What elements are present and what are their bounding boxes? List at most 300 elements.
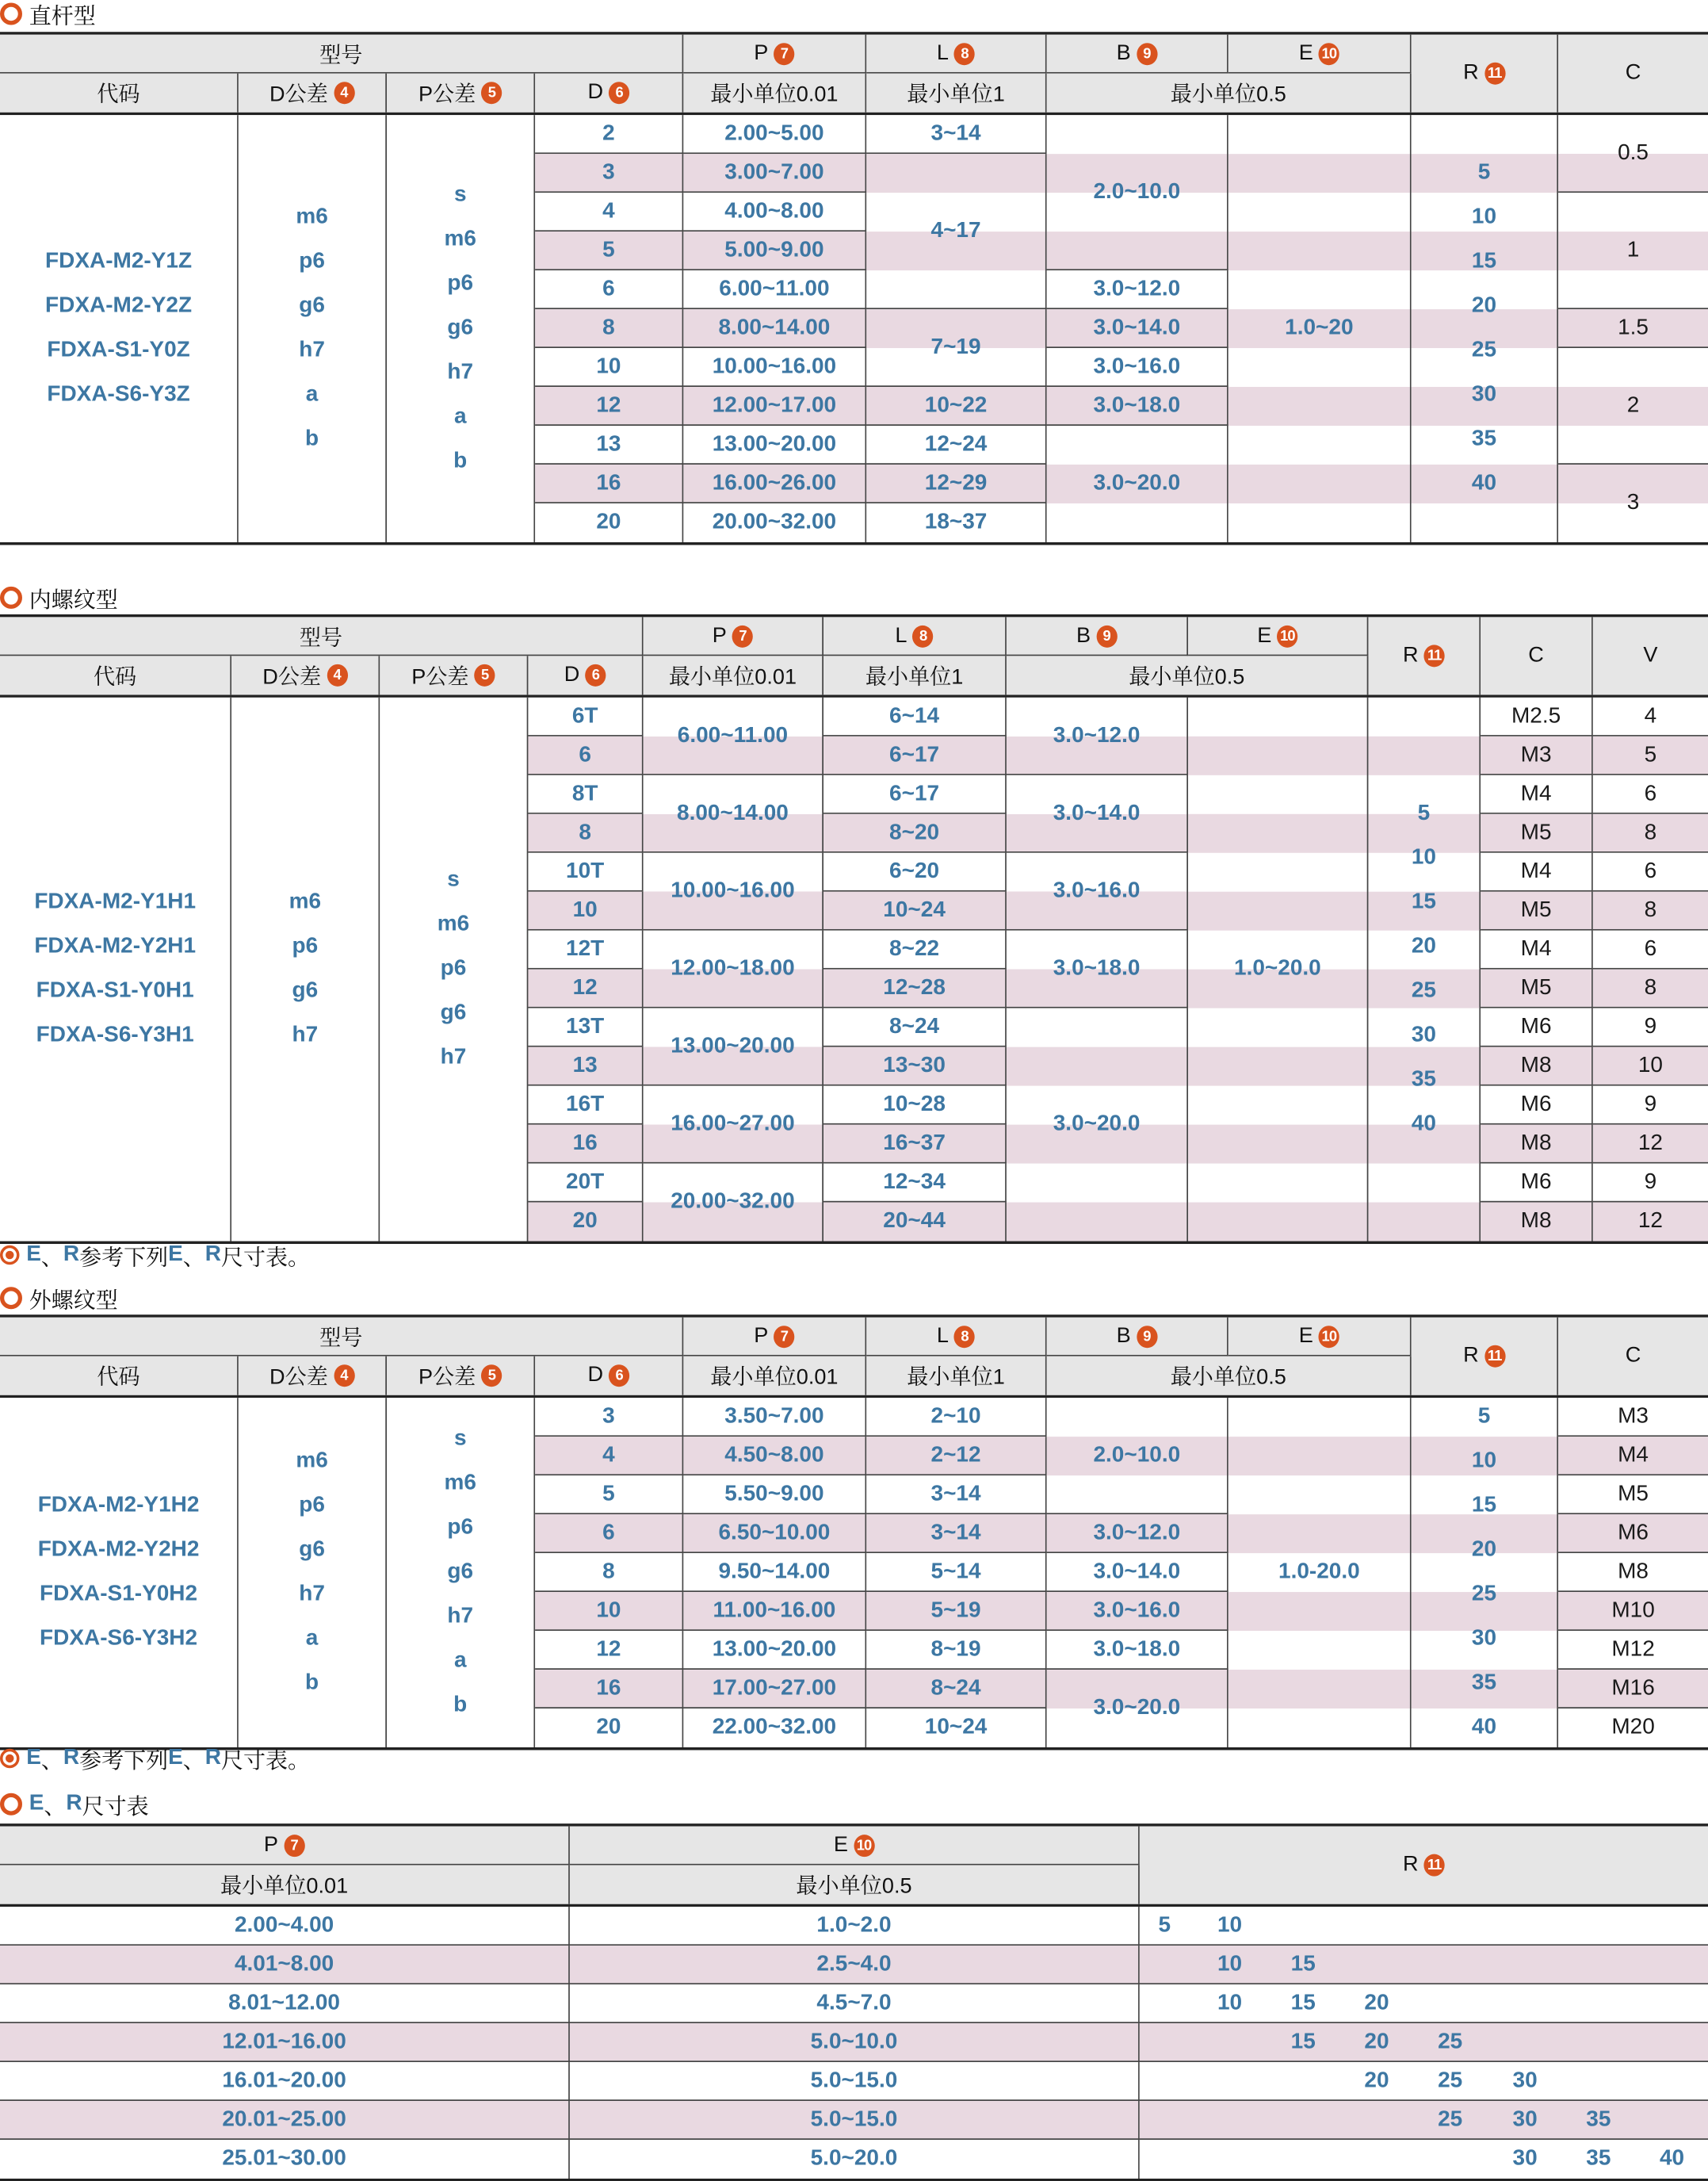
er-reference-note bbox=[0, 1744, 310, 1772]
value-item: 5 bbox=[1417, 802, 1431, 825]
note-sep: 、 bbox=[40, 1749, 63, 1773]
number-badge-icon: 7 bbox=[284, 1834, 304, 1856]
header-label: 型号 bbox=[319, 44, 363, 67]
cell-b: 3.0~18.0 bbox=[1047, 387, 1228, 426]
header-cell bbox=[0, 35, 683, 74]
header-label: 最小单位0.5 bbox=[796, 1874, 912, 1899]
r-value: 15 bbox=[1290, 2030, 1316, 2054]
header-cell bbox=[387, 1356, 535, 1395]
r-value: 15 bbox=[1290, 1991, 1316, 2015]
header-label: 最小单位1 bbox=[907, 1365, 1005, 1390]
cell-v: 9 bbox=[1593, 1086, 1708, 1125]
cell-e: 5.0~10.0 bbox=[570, 2023, 1140, 2062]
r-value: 10 bbox=[1217, 1991, 1243, 2015]
cell-c: M2.5 bbox=[1481, 698, 1593, 737]
cell-v: 5 bbox=[1593, 737, 1708, 775]
section-title-text: 直杆型 bbox=[29, 5, 96, 29]
number-badge-icon: 11 bbox=[1484, 1345, 1505, 1368]
value-item: 20 bbox=[1411, 934, 1436, 958]
header-cell bbox=[866, 1356, 1046, 1395]
value-item: 20 bbox=[1471, 293, 1497, 318]
r-value: 30 bbox=[1512, 2068, 1538, 2093]
cell-d: 2 bbox=[535, 115, 683, 154]
cell-b: 3.0~16.0 bbox=[1047, 1592, 1228, 1631]
cell-b: 3.0~16.0 bbox=[1007, 853, 1188, 931]
header-label: 最小单位1 bbox=[907, 82, 1005, 107]
r-value: 35 bbox=[1586, 2146, 1611, 2171]
table-header bbox=[0, 1318, 1708, 1398]
cell-r bbox=[1368, 698, 1481, 1242]
value-item: g6 bbox=[292, 978, 319, 1003]
value-item: p6 bbox=[299, 1493, 325, 1517]
header-cell bbox=[239, 74, 387, 113]
cell-l: 7~19 bbox=[866, 309, 1046, 387]
note-e: E bbox=[168, 1242, 183, 1267]
header-label: C bbox=[1625, 60, 1641, 85]
cell-c: 3 bbox=[1558, 465, 1708, 542]
cell-d: 3 bbox=[535, 1398, 683, 1437]
target-bullet-icon bbox=[0, 1245, 19, 1265]
header-label: C bbox=[1528, 643, 1544, 668]
cell-l: 12~29 bbox=[866, 465, 1046, 503]
cell-d: 20 bbox=[535, 1708, 683, 1747]
cell-d: 16T bbox=[528, 1086, 643, 1125]
value-item: m6 bbox=[296, 205, 328, 229]
cell-e: 2.5~4.0 bbox=[570, 1946, 1140, 1984]
header-cell bbox=[1412, 35, 1558, 113]
cell-d: 12 bbox=[528, 970, 643, 1008]
header-cell bbox=[1007, 656, 1369, 694]
value-item: m6 bbox=[437, 912, 470, 936]
cell-l: 3~14 bbox=[866, 1514, 1046, 1553]
value-item: m6 bbox=[288, 890, 322, 914]
header-label: 型号 bbox=[319, 1326, 363, 1350]
cell-p: 13.00~20.00 bbox=[683, 1631, 866, 1670]
value-item: 20 bbox=[1471, 1537, 1497, 1562]
cell-p: 3.50~7.00 bbox=[683, 1398, 866, 1437]
header-label: 最小单位0.01 bbox=[668, 665, 797, 690]
title-tail: 尺寸表 bbox=[82, 1795, 149, 1819]
cell-p: 8.01~12.00 bbox=[0, 1984, 570, 2023]
cell-v: 8 bbox=[1593, 814, 1708, 853]
header-label: R bbox=[1402, 643, 1419, 668]
section-title-text: 内螺纹型 bbox=[29, 588, 118, 613]
value-item: g6 bbox=[299, 293, 325, 318]
header-cell bbox=[0, 617, 644, 656]
header-cell bbox=[239, 1356, 387, 1395]
cell-d: 13T bbox=[528, 1008, 643, 1047]
header-label: 最小单位0.5 bbox=[1170, 82, 1286, 107]
value-list bbox=[296, 1440, 327, 1706]
cell-l: 8~22 bbox=[823, 931, 1007, 970]
cell-l: 2~12 bbox=[866, 1437, 1046, 1475]
cell-v: 6 bbox=[1593, 775, 1708, 814]
cell-d: 16 bbox=[535, 1670, 683, 1708]
cell-p-tolerance bbox=[380, 698, 528, 1242]
header-cell bbox=[528, 656, 643, 694]
cell-c: M20 bbox=[1558, 1708, 1708, 1747]
er-size-table bbox=[0, 1823, 1708, 2181]
header-label: B bbox=[1116, 1323, 1131, 1348]
number-badge-icon: 5 bbox=[475, 664, 495, 687]
value-item: 10 bbox=[1471, 1448, 1497, 1473]
cell-p: 5.50~9.00 bbox=[683, 1475, 866, 1514]
cell-p: 6.50~10.00 bbox=[683, 1514, 866, 1553]
cell-r bbox=[1140, 1907, 1708, 1946]
header-label: R bbox=[1402, 1852, 1419, 1877]
table-header bbox=[0, 617, 1708, 697]
header-cell bbox=[866, 74, 1046, 113]
cell-c: M6 bbox=[1481, 1164, 1593, 1203]
value-item: a bbox=[453, 404, 467, 429]
cell-c: 2 bbox=[1558, 348, 1708, 465]
cell-c: M5 bbox=[1481, 814, 1593, 853]
cell-l: 10~28 bbox=[823, 1086, 1007, 1125]
cell-p: 12.00~17.00 bbox=[683, 387, 866, 426]
cell-l: 6~17 bbox=[823, 775, 1007, 814]
header-cell bbox=[1593, 617, 1708, 694]
cell-d: 6 bbox=[535, 270, 683, 309]
cell-l: 10~22 bbox=[866, 387, 1046, 426]
cell-p-tolerance bbox=[387, 115, 535, 542]
title-r: R bbox=[66, 1791, 82, 1816]
table-header bbox=[0, 35, 1708, 115]
number-badge-icon: 10 bbox=[854, 1834, 874, 1856]
er-reference-note bbox=[0, 1242, 310, 1269]
cell-d: 4 bbox=[535, 193, 683, 231]
header-cell bbox=[1558, 1318, 1708, 1395]
section-title-internal bbox=[0, 584, 118, 611]
value-item: FDXA-M2-Y1H1 bbox=[34, 890, 197, 914]
header-label: P公差 bbox=[411, 665, 469, 690]
cell-v: 12 bbox=[1593, 1125, 1708, 1164]
value-list bbox=[438, 859, 469, 1081]
cell-d: 5 bbox=[535, 1475, 683, 1514]
cell-p: 16.00~26.00 bbox=[683, 465, 866, 503]
cell-l: 10~24 bbox=[866, 1708, 1046, 1747]
header-cell bbox=[823, 617, 1007, 656]
number-badge-icon: 10 bbox=[1277, 625, 1297, 647]
cell-p: 8.00~14.00 bbox=[644, 775, 823, 853]
cell-v: 8 bbox=[1593, 970, 1708, 1008]
cell-v: 9 bbox=[1593, 1008, 1708, 1047]
value-item: 30 bbox=[1411, 1023, 1436, 1047]
note-e: E bbox=[26, 1242, 41, 1267]
header-cell bbox=[1140, 1827, 1708, 1904]
table-header bbox=[0, 1827, 1708, 1907]
cell-c: M16 bbox=[1558, 1670, 1708, 1708]
header-cell bbox=[823, 656, 1007, 694]
cell-c: M6 bbox=[1481, 1008, 1593, 1047]
value-item: h7 bbox=[447, 1604, 474, 1628]
value-item: 35 bbox=[1411, 1067, 1436, 1092]
header-label: V bbox=[1643, 643, 1658, 668]
value-list bbox=[1412, 792, 1436, 1147]
header-cell bbox=[0, 1865, 570, 1904]
header-cell bbox=[683, 1356, 866, 1395]
cell-b: 3.0~18.0 bbox=[1047, 1631, 1228, 1670]
cell-b: 3.0~14.0 bbox=[1007, 775, 1188, 853]
cell-e: 1.0~20.0 bbox=[1188, 698, 1368, 1242]
number-badge-icon: 6 bbox=[585, 664, 606, 687]
note-r: R bbox=[204, 1242, 222, 1267]
header-cell bbox=[1188, 617, 1368, 656]
r-value: 25 bbox=[1438, 2030, 1463, 2054]
cell-d: 12 bbox=[535, 1631, 683, 1670]
table-body bbox=[0, 115, 1708, 545]
cell-p: 6.00~11.00 bbox=[644, 698, 823, 775]
cell-c: M3 bbox=[1481, 737, 1593, 775]
header-cell bbox=[231, 656, 380, 694]
cell-d: 20 bbox=[528, 1203, 643, 1242]
cell-d: 8 bbox=[528, 814, 643, 853]
header-label: E bbox=[1257, 623, 1272, 647]
header-label: 代码 bbox=[97, 1365, 140, 1390]
header-label: R bbox=[1463, 60, 1479, 85]
cell-c: M10 bbox=[1558, 1592, 1708, 1631]
value-item: b bbox=[453, 1693, 468, 1717]
header-label: 最小单位0.01 bbox=[220, 1874, 349, 1899]
cell-d: 12 bbox=[535, 387, 683, 426]
header-cell bbox=[1412, 1318, 1558, 1395]
cell-p: 3.00~7.00 bbox=[683, 154, 866, 193]
header-cell bbox=[1047, 35, 1228, 74]
value-list bbox=[445, 1418, 476, 1728]
cell-l: 3~14 bbox=[866, 115, 1046, 154]
cell-d: 20T bbox=[528, 1164, 643, 1203]
cell-b: 3.0~12.0 bbox=[1047, 1514, 1228, 1553]
cell-p: 12.01~16.00 bbox=[0, 2023, 570, 2062]
header-cell bbox=[1047, 1356, 1412, 1395]
value-item: FDXA-S1-Y0H1 bbox=[36, 978, 194, 1003]
cell-r bbox=[1140, 1946, 1708, 1984]
value-item: 30 bbox=[1471, 1626, 1497, 1651]
value-item: p6 bbox=[292, 934, 319, 958]
header-label: 最小单位0.01 bbox=[710, 1365, 839, 1390]
internal-thread-table bbox=[0, 614, 1708, 1244]
note-sep: 、 bbox=[182, 1245, 205, 1270]
cell-d-tolerance bbox=[239, 1398, 387, 1747]
value-item: 15 bbox=[1411, 890, 1436, 914]
cell-p-tolerance bbox=[387, 1398, 535, 1747]
value-item: s bbox=[453, 182, 467, 207]
cell-e: 4.5~7.0 bbox=[570, 1984, 1140, 2023]
cell-p: 20.00~32.00 bbox=[644, 1164, 823, 1242]
cell-p: 20.00~32.00 bbox=[683, 503, 866, 542]
cell-b: 2.0~10.0 bbox=[1047, 115, 1228, 270]
header-cell bbox=[644, 617, 823, 656]
r-value: 35 bbox=[1586, 2107, 1611, 2132]
r-value: 5 bbox=[1158, 1913, 1171, 1938]
header-cell bbox=[1558, 35, 1708, 113]
note-sep: 、 bbox=[40, 1245, 63, 1270]
table-frame bbox=[0, 1314, 1708, 1750]
section-title-er-table bbox=[0, 1790, 149, 1818]
number-badge-icon: 10 bbox=[1319, 42, 1339, 64]
header-cell bbox=[0, 74, 239, 113]
header-cell bbox=[866, 1318, 1046, 1356]
value-list bbox=[1472, 151, 1496, 507]
cell-p: 25.01~30.00 bbox=[0, 2140, 570, 2179]
note-sep: 、 bbox=[182, 1749, 205, 1773]
cell-d: 6 bbox=[528, 737, 643, 775]
header-cell bbox=[1228, 1318, 1412, 1356]
header-label: 最小单位0.01 bbox=[710, 82, 839, 107]
cell-b: 3.0~18.0 bbox=[1007, 931, 1188, 1008]
cell-l: 5~19 bbox=[866, 1592, 1046, 1631]
cell-l: 20~44 bbox=[823, 1203, 1007, 1242]
number-badge-icon: 9 bbox=[1096, 625, 1117, 647]
value-item: b bbox=[305, 1670, 319, 1695]
cell-c: M3 bbox=[1558, 1398, 1708, 1437]
cell-p: 9.50~14.00 bbox=[683, 1553, 866, 1592]
header-label: 代码 bbox=[94, 665, 137, 690]
cell-l: 12~28 bbox=[823, 970, 1007, 1008]
cell-d: 6T bbox=[528, 698, 643, 737]
header-cell bbox=[644, 656, 823, 694]
header-label: E bbox=[833, 1832, 848, 1857]
value-item: p6 bbox=[299, 249, 325, 274]
header-cell bbox=[683, 74, 866, 113]
cell-c: M4 bbox=[1481, 853, 1593, 892]
value-item: m6 bbox=[296, 1448, 328, 1473]
value-item: p6 bbox=[447, 1515, 474, 1540]
value-item: a bbox=[305, 1626, 319, 1651]
header-label: B bbox=[1076, 623, 1091, 647]
value-item: h7 bbox=[440, 1045, 467, 1069]
cell-b: 3.0~16.0 bbox=[1047, 348, 1228, 387]
header-label: L bbox=[936, 40, 949, 65]
table-frame bbox=[0, 614, 1708, 1244]
value-item: 40 bbox=[1411, 1112, 1436, 1136]
number-badge-icon: 6 bbox=[609, 1364, 629, 1387]
header-label: P bbox=[754, 1323, 769, 1348]
cell-d-tolerance bbox=[239, 115, 387, 542]
cell-d: 20 bbox=[535, 503, 683, 542]
cell-p: 6.00~11.00 bbox=[683, 270, 866, 309]
value-item: 25 bbox=[1471, 338, 1497, 362]
ring-bullet-icon bbox=[0, 1793, 22, 1816]
value-list bbox=[45, 240, 192, 418]
value-item: m6 bbox=[444, 1471, 476, 1495]
header-label: P bbox=[263, 1832, 279, 1857]
number-badge-icon: 4 bbox=[334, 1364, 354, 1387]
value-item: 15 bbox=[1471, 249, 1497, 274]
header-cell bbox=[570, 1865, 1140, 1904]
table-body bbox=[0, 698, 1708, 1244]
header-cell bbox=[380, 656, 528, 694]
note-mid: 参考下列 bbox=[79, 1245, 169, 1270]
table-body bbox=[0, 1907, 1708, 2181]
value-item: a bbox=[305, 382, 319, 407]
header-label: 最小单位0.5 bbox=[1170, 1365, 1286, 1390]
cell-v: 10 bbox=[1593, 1047, 1708, 1086]
external-thread-table bbox=[0, 1314, 1708, 1750]
note-e: E bbox=[26, 1746, 41, 1770]
header-cell bbox=[0, 1356, 239, 1395]
r-value: 40 bbox=[1659, 2146, 1685, 2171]
number-badge-icon: 7 bbox=[732, 625, 753, 647]
number-badge-icon: 7 bbox=[774, 42, 794, 64]
header-cell bbox=[683, 35, 866, 74]
header-label: B bbox=[1116, 40, 1131, 65]
cell-l: 13~30 bbox=[823, 1047, 1007, 1086]
header-label: P bbox=[712, 623, 727, 647]
header-cell bbox=[387, 74, 535, 113]
cell-p: 13.00~20.00 bbox=[683, 426, 866, 465]
cell-b: 2.0~10.0 bbox=[1047, 1398, 1228, 1514]
cell-d: 13 bbox=[535, 426, 683, 465]
value-item: FDXA-S1-Y0H2 bbox=[40, 1582, 198, 1606]
header-cell bbox=[683, 1318, 866, 1356]
cell-c: M5 bbox=[1481, 892, 1593, 931]
header-label: D bbox=[587, 1363, 604, 1387]
cell-d: 3 bbox=[535, 154, 683, 193]
value-item: b bbox=[453, 449, 468, 473]
number-badge-icon: 4 bbox=[334, 82, 354, 104]
value-item: 40 bbox=[1471, 471, 1497, 496]
value-item: 10 bbox=[1411, 846, 1436, 870]
ring-bullet-icon bbox=[0, 2, 22, 25]
cell-v: 6 bbox=[1593, 853, 1708, 892]
value-item: FDXA-S6-Y3H1 bbox=[36, 1023, 194, 1047]
value-item: g6 bbox=[299, 1537, 325, 1562]
cell-p: 10.00~16.00 bbox=[683, 348, 866, 387]
value-item: 25 bbox=[1411, 978, 1436, 1003]
header-label: D公差 bbox=[269, 82, 328, 107]
header-label: P公差 bbox=[418, 1365, 476, 1390]
ring-bullet-icon bbox=[0, 1287, 22, 1309]
cell-l: 12~34 bbox=[823, 1164, 1007, 1203]
cell-p: 4.50~8.00 bbox=[683, 1437, 866, 1475]
value-list bbox=[34, 881, 196, 1058]
header-cell bbox=[535, 1356, 683, 1395]
cell-r bbox=[1140, 2140, 1708, 2179]
cell-v: 12 bbox=[1593, 1203, 1708, 1242]
header-cell bbox=[1368, 617, 1481, 694]
header-label: 最小单位0.5 bbox=[1129, 665, 1245, 690]
cell-l: 4~17 bbox=[866, 154, 1046, 309]
cell-r bbox=[1140, 2023, 1708, 2062]
number-badge-icon: 11 bbox=[1424, 645, 1445, 667]
cell-d: 10 bbox=[535, 1592, 683, 1631]
cell-code bbox=[0, 115, 239, 542]
value-item: b bbox=[305, 427, 319, 451]
value-item: s bbox=[447, 867, 460, 892]
header-cell bbox=[0, 656, 231, 694]
cell-r bbox=[1140, 1984, 1708, 2023]
number-badge-icon: 5 bbox=[481, 82, 502, 104]
cell-l: 8~20 bbox=[823, 814, 1007, 853]
number-badge-icon: 9 bbox=[1137, 42, 1157, 64]
cell-c: M5 bbox=[1481, 970, 1593, 1008]
cell-e: 1.0~20 bbox=[1228, 115, 1412, 542]
number-badge-icon: 8 bbox=[913, 625, 934, 647]
ring-bullet-icon bbox=[0, 587, 22, 609]
header-label: L bbox=[895, 623, 907, 647]
cell-d: 16 bbox=[528, 1125, 643, 1164]
header-label: C bbox=[1625, 1343, 1641, 1368]
note-r: R bbox=[204, 1746, 222, 1770]
cell-code bbox=[0, 698, 231, 1242]
cell-d: 6 bbox=[535, 1514, 683, 1553]
header-label: 最小单位1 bbox=[865, 665, 964, 690]
value-item: 25 bbox=[1471, 1582, 1497, 1606]
cell-d: 12T bbox=[528, 931, 643, 970]
value-item: 35 bbox=[1471, 1670, 1497, 1695]
cell-l: 16~37 bbox=[823, 1125, 1007, 1164]
value-item: p6 bbox=[440, 956, 467, 981]
